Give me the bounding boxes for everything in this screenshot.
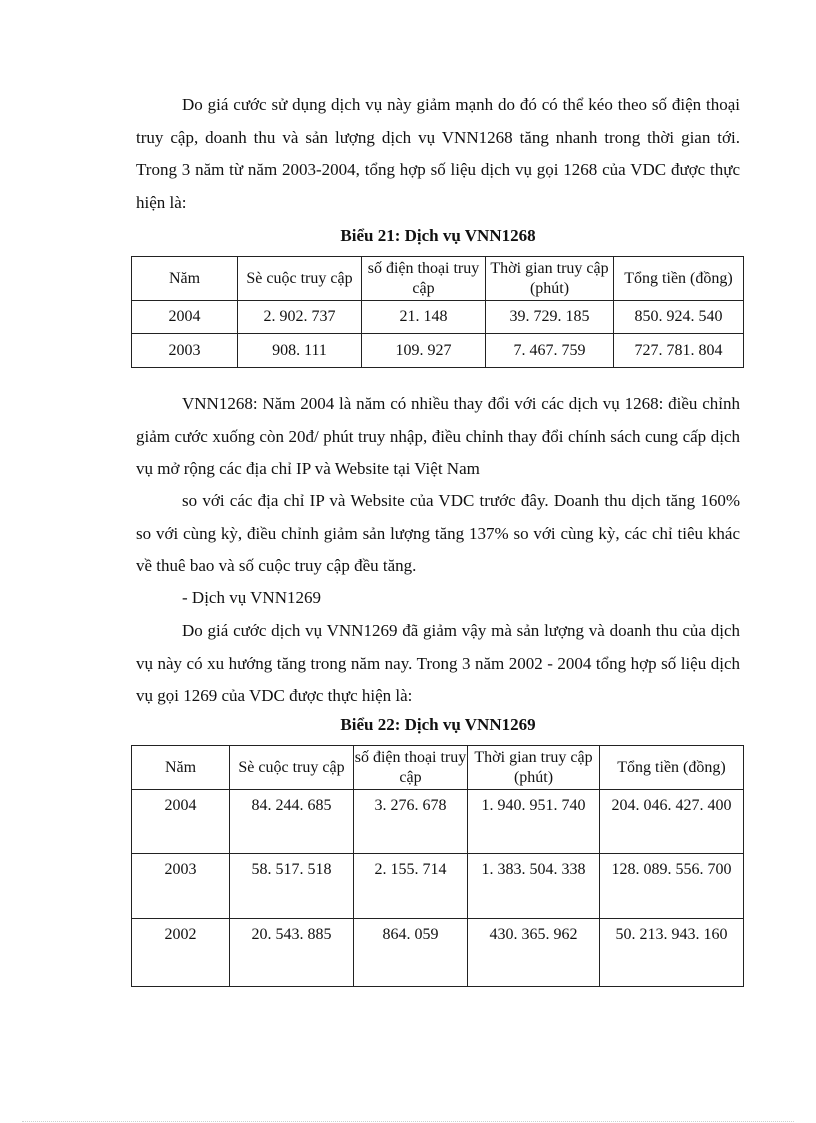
table-row	[132, 301, 744, 334]
cell-phones: 21. 148	[362, 301, 486, 334]
header-year: Năm	[132, 257, 238, 301]
header-amount: Tổng tiền (đồng)	[600, 746, 744, 790]
cell-amount: 128. 089. 556. 700	[600, 854, 744, 919]
cell-amount: 850. 924. 540	[614, 301, 744, 334]
cell-duration: 1. 940. 951. 740	[468, 790, 600, 854]
cell-calls: 908. 111	[238, 334, 362, 368]
table-row	[132, 334, 744, 368]
header-year: Năm	[132, 746, 230, 790]
header-duration: Thời gian truy cập (phút)	[486, 257, 614, 301]
table-vnn1268	[131, 256, 744, 368]
header-calls: Sè cuộc truy cập	[238, 257, 362, 301]
table-header-row	[132, 257, 744, 301]
cell-duration: 39. 729. 185	[486, 301, 614, 334]
cell-amount: 727. 781. 804	[614, 334, 744, 368]
header-duration: Thời gian truy cập (phút)	[468, 746, 600, 790]
table-row	[132, 790, 744, 854]
vnn1269-paragraph: Do giá cước dịch vụ VNN1269 đã giảm vậy mà sản lượng và doanh thu của dịch vụ này có xu hướng tăng trong năm nay. Trong 3 năm 2002 - 2004 tổng hợp số liệu dịch vụ gọi 1269 của VDC được thực hiện là:	[136, 621, 740, 705]
table-header-row	[132, 746, 744, 790]
cell-amount: 204. 046. 427. 400	[600, 790, 744, 854]
cell-phones: 2. 155. 714	[354, 854, 468, 919]
cell-phones: 864. 059	[354, 919, 468, 987]
cell-phones: 3. 276. 678	[354, 790, 468, 854]
cell-year: 2003	[132, 854, 230, 919]
table-row	[132, 854, 744, 919]
vnn1268-paragraph-b: so với các địa chỉ IP và Website của VDC trước đây. Doanh thu dịch tăng 160% so với cùng kỳ, điều chỉnh giảm sản lượng tăng 137% so với cùng kỳ, các chỉ tiêu khác về thuê bao và số cuộc truy cập đều tăng.	[136, 491, 740, 575]
cell-calls: 58. 517. 518	[230, 854, 354, 919]
cell-duration: 7. 467. 759	[486, 334, 614, 368]
service-heading: - Dịch vụ VNN1269	[182, 588, 321, 607]
cell-year: 2002	[132, 919, 230, 987]
cell-year: 2003	[132, 334, 238, 368]
header-phones: số điện thoại truy cập	[362, 257, 486, 301]
vnn1268-paragraph-a: VNN1268: Năm 2004 là năm có nhiều thay đổi với các dịch vụ 1268: điều chỉnh giảm cước xuống còn 20đ/ phút truy nhập, điều chỉnh thay đổi chính sách cung cấp dịch vụ mở rộng các địa chỉ IP và Website tại Việt Nam	[136, 394, 740, 478]
cell-calls: 2. 902. 737	[238, 301, 362, 334]
table-row	[132, 919, 744, 987]
table2-caption: Biểu 22: Dịch vụ VNN1269	[340, 715, 536, 734]
intro-paragraph: Do giá cước sử dụng dịch vụ này giảm mạnh do đó có thể kéo theo số điện thoại truy cập, doanh thu và sản lượng dịch vụ VNN1268 tăng nhanh trong thời gian tới. Trong 3 năm từ năm 2003-2004, tổng hợp số liệu dịch vụ gọi 1268 của VDC được thực hiện là:	[136, 95, 740, 212]
cell-year: 2004	[132, 790, 230, 854]
cell-amount: 50. 213. 943. 160	[600, 919, 744, 987]
cell-calls: 84. 244. 685	[230, 790, 354, 854]
cell-duration: 430. 365. 962	[468, 919, 600, 987]
cell-calls: 20. 543. 885	[230, 919, 354, 987]
cell-duration: 1. 383. 504. 338	[468, 854, 600, 919]
table1-caption: Biểu 21: Dịch vụ VNN1268	[340, 226, 536, 245]
table-vnn1269	[131, 745, 744, 987]
cell-phones: 109. 927	[362, 334, 486, 368]
header-amount: Tổng tiền (đồng)	[614, 257, 744, 301]
header-phones: số điện thoại truy cập	[354, 746, 468, 790]
cell-year: 2004	[132, 301, 238, 334]
header-calls: Sè cuộc truy cập	[230, 746, 354, 790]
page-bottom-divider	[22, 1121, 794, 1122]
